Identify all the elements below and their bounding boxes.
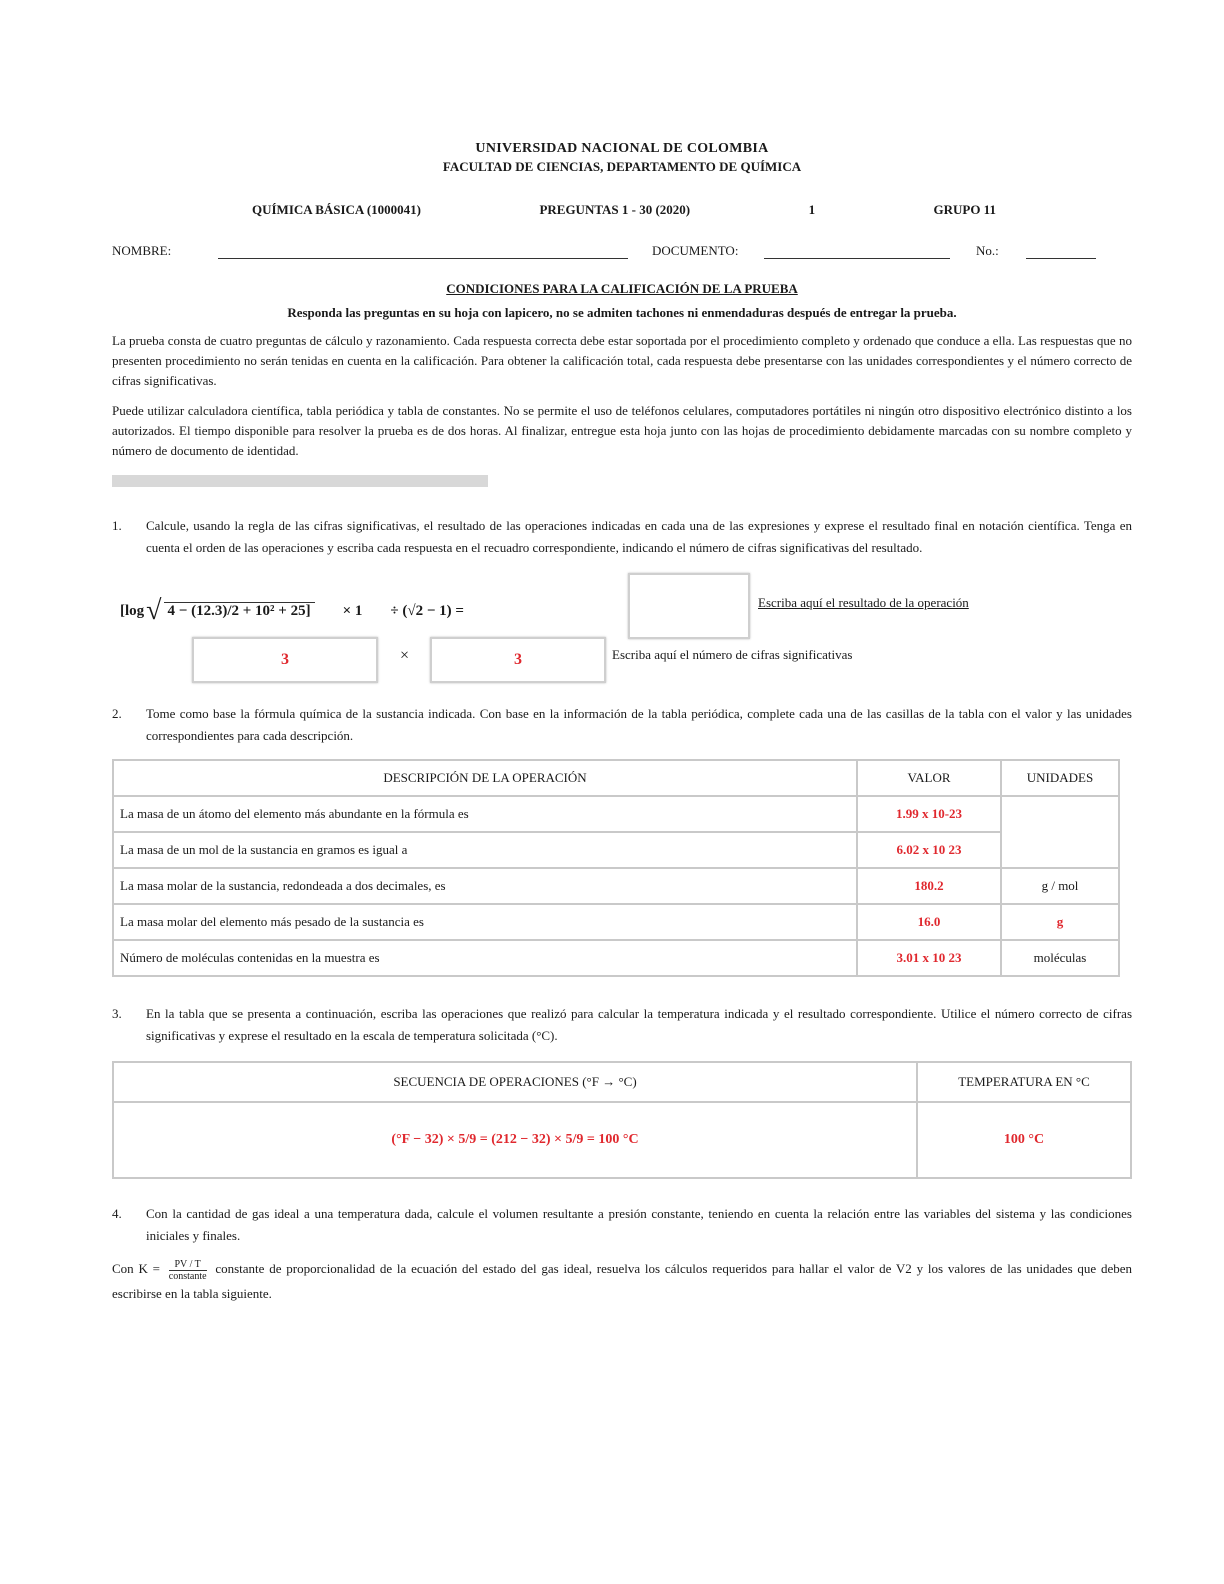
answer-box-b[interactable] [430,637,606,683]
row-units[interactable] [1001,796,1119,868]
row-units[interactable]: g / mol [1001,868,1119,904]
exam-name: PREGUNTAS 1 - 30 (2020) [539,202,691,217]
name-label: NOMBRE: [112,243,172,258]
question-text: Calcule, usando la regla de las cifras significativas, el resultado de las operaciones indicadas en cada una de las expresiones y exprese el resultado final en notación científica. Tenga en cuenta el orden de las operaciones y escriba cada respuesta en el recuadro correspondiente, indicando el número de cifras significativas del resultado. [146,518,1132,555]
document-field[interactable] [764,238,950,259]
operations-value[interactable]: (°F − 32) × 5/9 = (212 − 32) × 5/9 = 100 °C [113,1102,917,1178]
answer-a-value: 3 [281,651,289,668]
question-4 [112,1203,1132,1247]
row-value[interactable]: 180.2 [857,868,1001,904]
header-description: DESCRIPCIÓN DE LA OPERACIÓN [113,760,857,796]
name-field[interactable] [218,238,628,259]
header-value: VALOR [857,760,1001,796]
conditions-paragraph-2: Puede utilizar calculadora científica, tabla periódica y tabla de constantes. No se permite el uso de teléfonos celulares, computadores portátiles ni ningún otro dispositivo electrónico distinto a los autorizados. El tiempo disponible para resolver la prueba es de dos horas. Al finalizar, entregue esta hoja junto con las hojas de procedimiento debidamente marcadas con su nombre completo y número de documento de identidad. [112,403,1132,458]
question-number: 4. [112,1206,122,1221]
course-name: QUÍMICA BÁSICA (1000041) [252,202,422,217]
k-fraction [169,1259,207,1282]
exam-page [112,140,1132,1306]
row-description: La masa de un átomo del elemento más abundante en la fórmula es [113,796,857,832]
q4-para-end: constante de proporcionalidad de la ecuación del estado del gas ideal, resuelva los cálculos requeridos para hallar el valor de V2 y los valores de las unidades que deben escribirse en la tabla siguiente. [112,1261,1133,1301]
university-title: UNIVERSIDAD NACIONAL DE COLOMBIA [475,141,769,156]
table-header-row [113,1062,1131,1102]
question-text: Tome como base la fórmula química de la sustancia indicada. Con base en la información de la tabla periódica, complete cada una de las casillas de la tabla con el valor y las unidades correspondientes para cada descripción. [146,706,1132,743]
row-value[interactable]: 16.0 [857,904,1001,940]
conditions-title: CONDICIONES PARA LA CALIFICACIÓN DE LA PRUEBA [446,281,798,296]
faculty-title: FACULTAD DE CIENCIAS, DEPARTAMENTO DE QUÍMICA [442,159,802,174]
table-row [113,904,1119,940]
q4-paragraph [112,1257,1132,1306]
row-value[interactable]: 3.01 x 10 23 [857,940,1001,976]
question-number: 1. [112,518,122,533]
conditions-paragraph-1: La prueba consta de cuatro preguntas de cálculo y razonamiento. Cada respuesta correcta debe estar soportada por el procedimiento completo y ordenado que conduce a ella. Las respuestas que no presenten procedimiento no serán tenidas en cuenta en la calificación. Para obtener la calificación total, cada respuesta debe presentarse con las unidades correspondientes y el número correcto de cifras significativas. [112,333,1132,388]
result-value[interactable]: 100 °C [917,1102,1131,1178]
table-row [113,832,1119,868]
row-description: Número de moléculas contenidas en la muestra es [113,940,857,976]
number-label: No.: [976,243,999,258]
conditions-subtitle: Responda las preguntas en su hoja con lapicero, no se admiten tachones ni enmendaduras después de entregar la prueba. [287,305,957,320]
row-description: La masa molar del elemento más pesado de la sustancia es [113,904,857,940]
row-units[interactable]: moléculas [1001,940,1119,976]
times-symbol: × [400,647,410,664]
q3-table [112,1061,1132,1179]
document-label: DOCUMENTO: [652,243,739,258]
table-row [113,868,1119,904]
row-value[interactable]: 6.02 x 10 23 [857,832,1001,868]
section-divider [112,475,488,487]
student-row [112,238,1132,259]
header-result: TEMPERATURA EN °C [917,1062,1131,1102]
formula-tail: ÷ (√2 − 1) = [390,602,464,619]
row-value[interactable]: 1.99 x 10-23 [857,796,1001,832]
row-description: La masa de un mol de la sustancia en gramos es igual a [113,832,857,868]
header-units: UNIDADES [1001,760,1119,796]
header-operations: SECUENCIA DE OPERACIONES (°F → °C) [113,1062,917,1102]
answer-box-result[interactable] [628,573,750,639]
table-header-row [113,760,1119,796]
question-2 [112,703,1132,747]
q1-formula-area [112,573,1132,693]
answer-label-figures: Escriba aquí el número de cifras significativas [612,647,853,662]
exam-version: 1 [808,202,816,217]
formula-radicand: 4 − (12.3)/2 + 10² + 25] [164,602,315,620]
question-number: 2. [112,706,122,721]
fraction-denominator: constante [168,1270,207,1282]
row-units[interactable]: g [1001,904,1119,940]
answer-label-result: Escriba aquí el resultado de la operación [758,595,969,610]
formula-middle: × 1 [342,602,363,619]
question-number: 3. [112,1006,122,1021]
table-row [113,940,1119,976]
q4-para-start: Con K = [112,1261,160,1276]
fraction-numerator: PV / T [169,1259,207,1271]
formula-log: [log [120,602,145,619]
question-text: Con la cantidad de gas ideal a una temperatura dada, calcule el volumen resultante a presión constante, teniendo en cuenta la relación entre las variables del sistema y las condiciones iniciales y finales. [146,1206,1132,1243]
group-label: GRUPO 11 [933,202,996,217]
question-1 [112,515,1132,559]
question-3 [112,1003,1132,1047]
course-row [252,202,996,218]
answer-b-value: 3 [514,651,522,668]
row-description: La masa molar de la sustancia, redondeada a dos decimales, es [113,868,857,904]
formula-expression [120,595,464,627]
table-row [113,1102,1131,1178]
table-row [113,796,1119,832]
sqrt-icon: √ [146,595,162,626]
answer-box-a[interactable] [192,637,378,683]
q2-table [112,759,1120,977]
question-text: En la tabla que se presenta a continuación, escriba las operaciones que realizó para calcular la temperatura indicada y el resultado correspondiente. Utilice el número correcto de cifras significativas y exprese el resultado en la escala de temperatura solicitada (°C). [146,1006,1132,1043]
number-field[interactable] [1026,238,1096,259]
